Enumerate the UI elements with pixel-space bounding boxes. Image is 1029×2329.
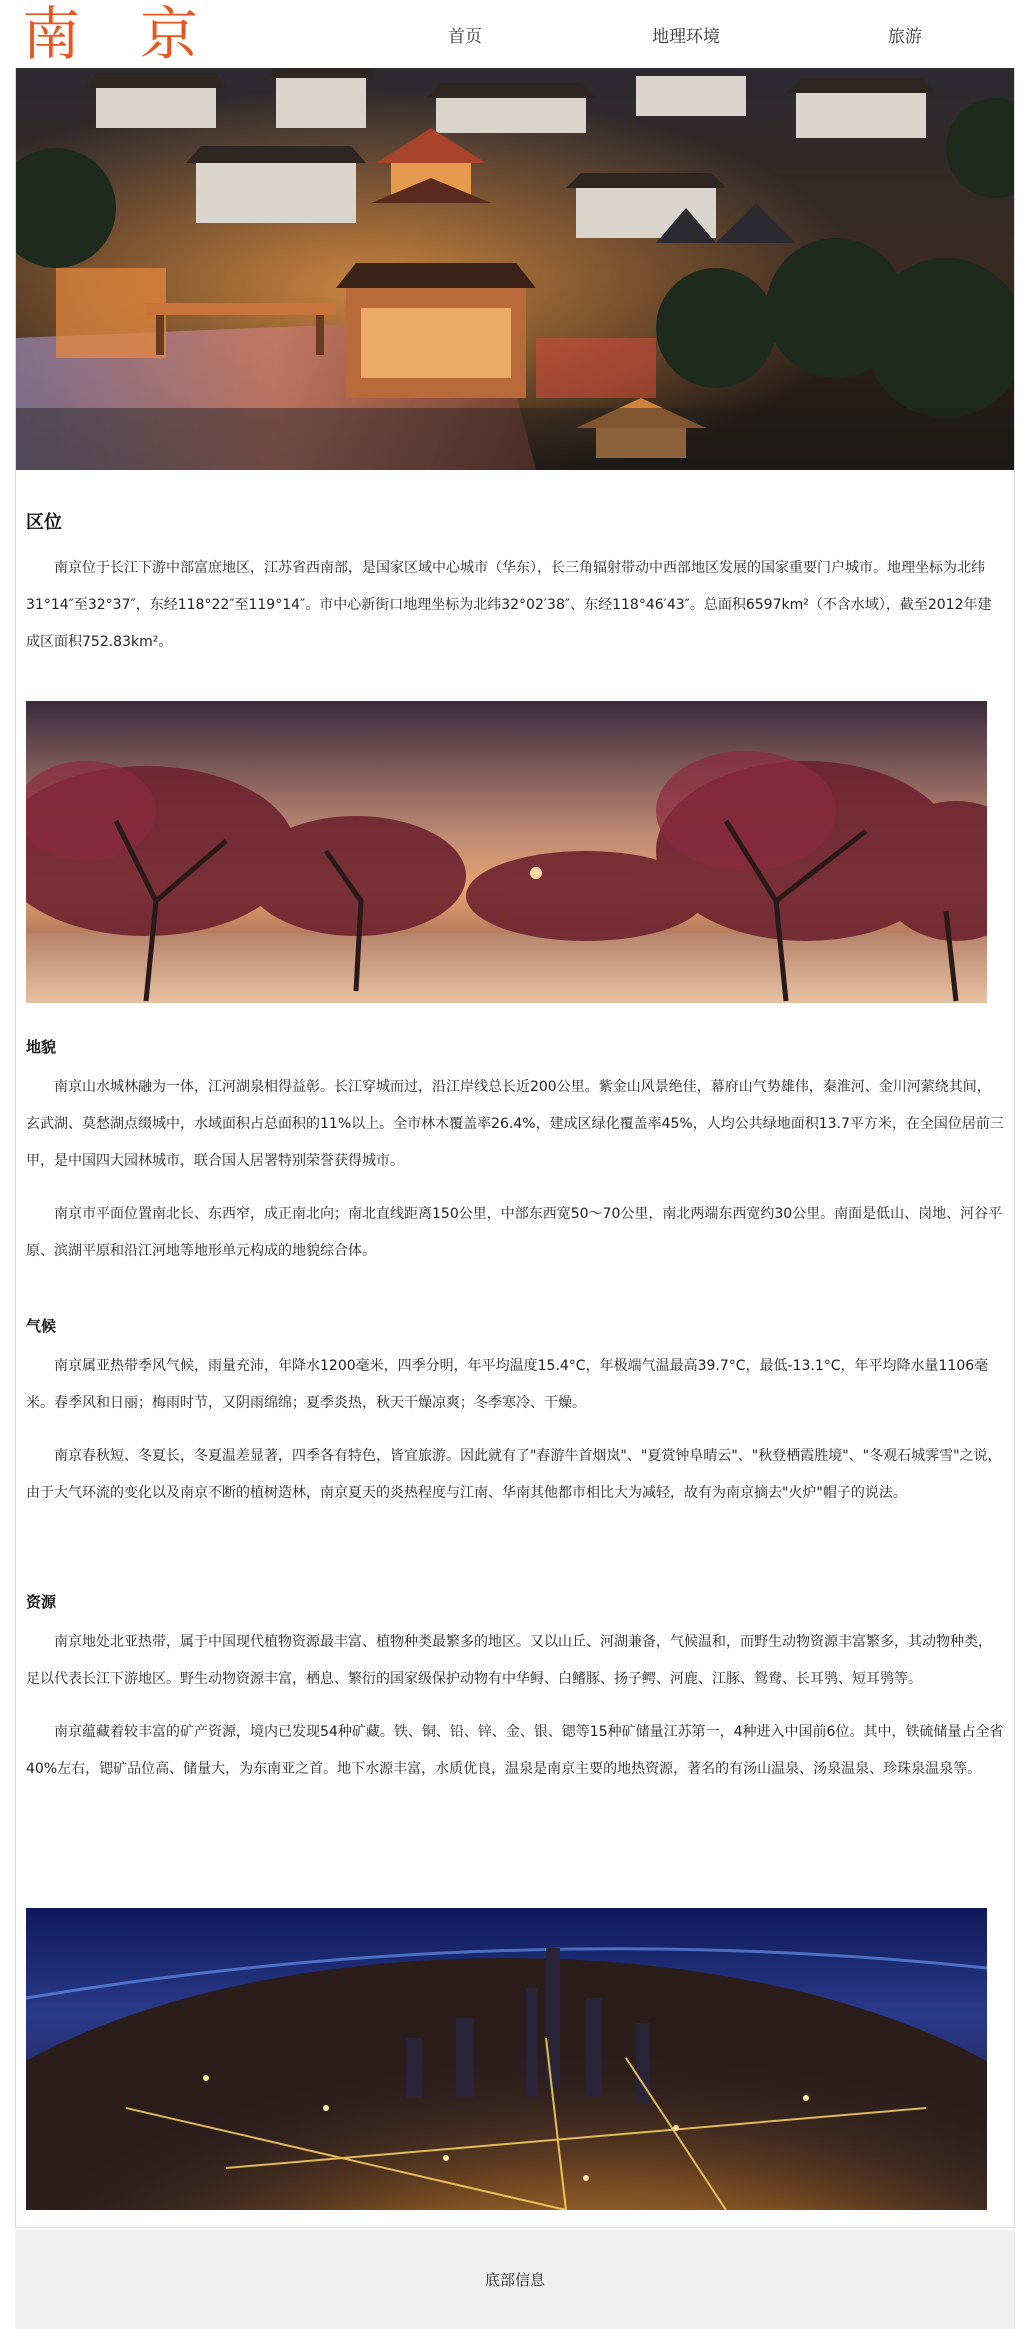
section-title-climate: 气候	[26, 1317, 57, 1335]
footer-text: 底部信息	[484, 2271, 545, 2289]
section-landform	[26, 1036, 1004, 1270]
location-paragraph: 南京位于长江下游中部富庶地区，江苏省西南部，是国家区域中心城市（华东），长三角辐射带动中西部地区发展的国家重要门户城市。地理坐标为北纬31°14″至32°37″，东经118°22″至119°14″。市中心新街口地理坐标为北纬32°02′38″、东经118°46′43″。总面积6597km²（不含水域），截至2012年建成区面积752.83km²。	[26, 560, 992, 650]
climate-paragraph-2: 南京春秋短、冬夏长，冬夏温差显著，四季各有特色，皆宜旅游。因此就有了"春游牛首烟岚"、"夏赏钟阜晴云"、"秋登栖霞胜境"、"冬观石城霁雪"之说，由于大气环流的变化以及南京不断的植树造林，南京夏天的炎热程度与江南、华南其他都市相比大为减轻，故有为南京摘去"火炉"帽子的说法。	[26, 1448, 1002, 1501]
site-logo[interactable]: 南京	[22, 0, 259, 68]
resources-paragraph-1: 南京地处北亚热带，属于中国现代植物资源最丰富、植物种类最繁多的地区。又以山丘、河湖兼备，气候温和，而野生动物资源丰富繁多，其动物种类，足以代表长江下游地区。野生动物资源丰富，栖息、繁衍的国家级保护动物有中华鲟、白鳍豚、扬子鳄、河鹿、江豚、鸳鸯、长耳鸮、短耳鸮等。	[26, 1634, 992, 1687]
section-title-location: 区位	[26, 512, 62, 533]
resources-paragraph-2: 南京蕴藏着较丰富的矿产资源，境内已发现54种矿藏。铁、铜、铅、锌、金、银、锶等15种矿储量江苏第一，4种进入中国前6位。其中，铁硫储量占全省40%左右，锶矿品位高、储量大，为东南亚之首。地下水源丰富，水质优良，温泉是南京主要的地热资源，著名的有汤山温泉、汤泉温泉、珍珠泉温泉等。	[26, 1724, 1004, 1777]
site-footer	[15, 2230, 1015, 2329]
plum-blossom-image	[26, 701, 987, 1003]
site-header	[0, 0, 1029, 68]
nav-home[interactable]: 首页	[448, 27, 482, 47]
section-title-resources: 资源	[26, 1593, 57, 1611]
landform-paragraph-1: 南京山水城林融为一体，江河湖泉相得益彰。长江穿城而过，沿江岸线总长近200公里。紫金山风景绝佳，幕府山气势雄伟，秦淮河、金川河萦绕其间，玄武湖、莫愁湖点缀城中，水域面积占总面积的11%以上。全市林木覆盖率26.4%，建成区绿化覆盖率45%，人均公共绿地面积13.7平方米，在全国位居前三甲，是中国四大园林城市，联合国人居署特别荣誉获得城市。	[26, 1079, 1004, 1169]
nav-geography[interactable]: 地理环境	[652, 27, 720, 47]
main-content	[15, 68, 1015, 2228]
section-location	[26, 508, 1004, 661]
hero-image	[16, 68, 1014, 470]
nav-travel[interactable]: 旅游	[888, 27, 922, 47]
section-title-landform: 地貌	[26, 1038, 57, 1056]
city-night-image	[26, 1908, 987, 2210]
landform-paragraph-2: 南京市平面位置南北长、东西窄，成正南北向；南北直线距离150公里，中部东西宽50～70公里，南北两端东西宽约30公里。南面是低山、岗地、河谷平原、滨湖平原和沿江河地等地形单元构成的地貌综合体。	[26, 1206, 1003, 1259]
climate-paragraph-1: 南京属亚热带季风气候，雨量充沛，年降水1200毫米，四季分明，年平均温度15.4°C，年极端气温最高39.7°C，最低-13.1°C，年平均降水量1106毫米。春季风和日丽；梅雨时节，又阴雨绵绵；夏季炎热，秋天干燥凉爽；冬季寒冷、干燥。	[26, 1358, 989, 1411]
section-climate	[26, 1315, 1004, 1512]
section-resources	[26, 1591, 1004, 1788]
